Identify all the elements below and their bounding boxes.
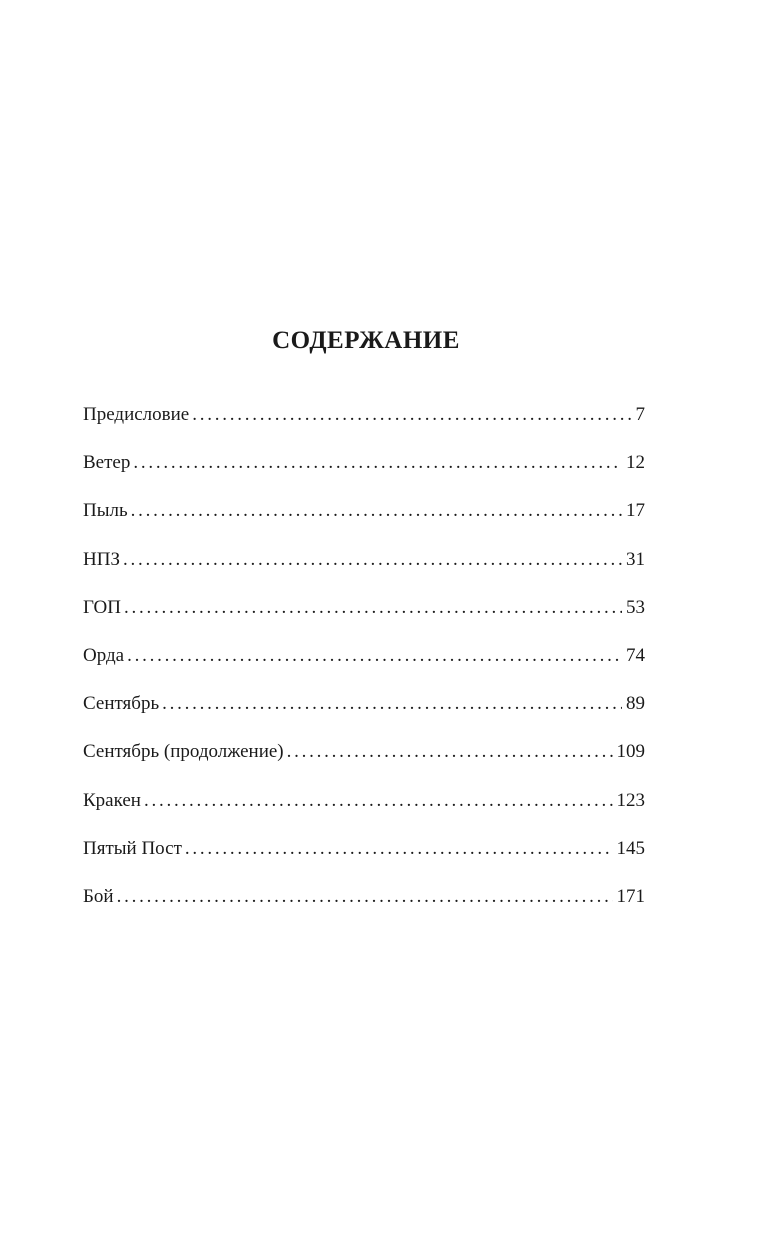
toc-entry-page: 7 [635,404,645,425]
toc-entry-gop[interactable] [83,590,645,638]
toc-list [83,397,645,927]
toc-entry-label: Сентябрь [83,693,160,715]
toc-dot-leader [123,542,622,578]
toc-dot-leader [124,590,622,626]
toc-entry-page: 145 [616,837,645,859]
toc-entry-kraken[interactable] [83,783,645,831]
toc-entry-label: Пятый Пост [83,837,182,859]
toc-entry-boy[interactable] [83,879,645,927]
toc-entry-label: Пыль [83,500,128,522]
toc-dot-leader [185,831,613,867]
toc-entry-sentyabr-continued[interactable] [83,734,645,782]
toc-entry-veter[interactable] [83,445,645,493]
toc-dot-leader [133,445,622,481]
toc-dot-leader [162,686,622,722]
toc-dot-leader [127,638,622,674]
toc-entry-label: Предисловие [83,404,190,425]
toc-dot-leader [192,397,631,433]
toc-entry-npz[interactable] [83,542,645,590]
toc-entry-page: 74 [626,644,645,666]
toc-entry-label: НПЗ [83,548,120,570]
toc-entry-fifth-post[interactable] [83,831,645,879]
toc-entry-sentyabr[interactable] [83,686,645,734]
toc-entry-page: 89 [626,693,645,715]
toc-entry-label: Кракен [83,789,141,811]
toc-entry-page: 31 [626,548,645,570]
toc-entry-label: Ветер [83,452,131,474]
toc-dot-leader [144,783,613,819]
toc-entry-page: 109 [616,741,645,763]
toc-entry-page: 53 [626,596,645,618]
toc-entry-page: 17 [626,500,645,522]
toc-entry-label: ГОП [83,596,121,618]
toc-entry-preface[interactable] [83,397,645,445]
toc-entry-page: 171 [616,885,645,907]
toc-entry-orda[interactable] [83,638,645,686]
toc-dot-leader [131,493,622,529]
toc-entry-label: Бой [83,885,114,907]
toc-entry-pyl[interactable] [83,493,645,541]
toc-entry-page: 12 [626,452,645,474]
toc-dot-leader [117,879,613,915]
toc-entry-page: 123 [616,789,645,811]
toc-entry-label: Орда [83,644,125,666]
toc-title: СОДЕРЖАНИЕ [272,327,460,354]
toc-entry-label: Сентябрь (продолжение) [83,741,284,763]
toc-dot-leader [287,734,613,770]
